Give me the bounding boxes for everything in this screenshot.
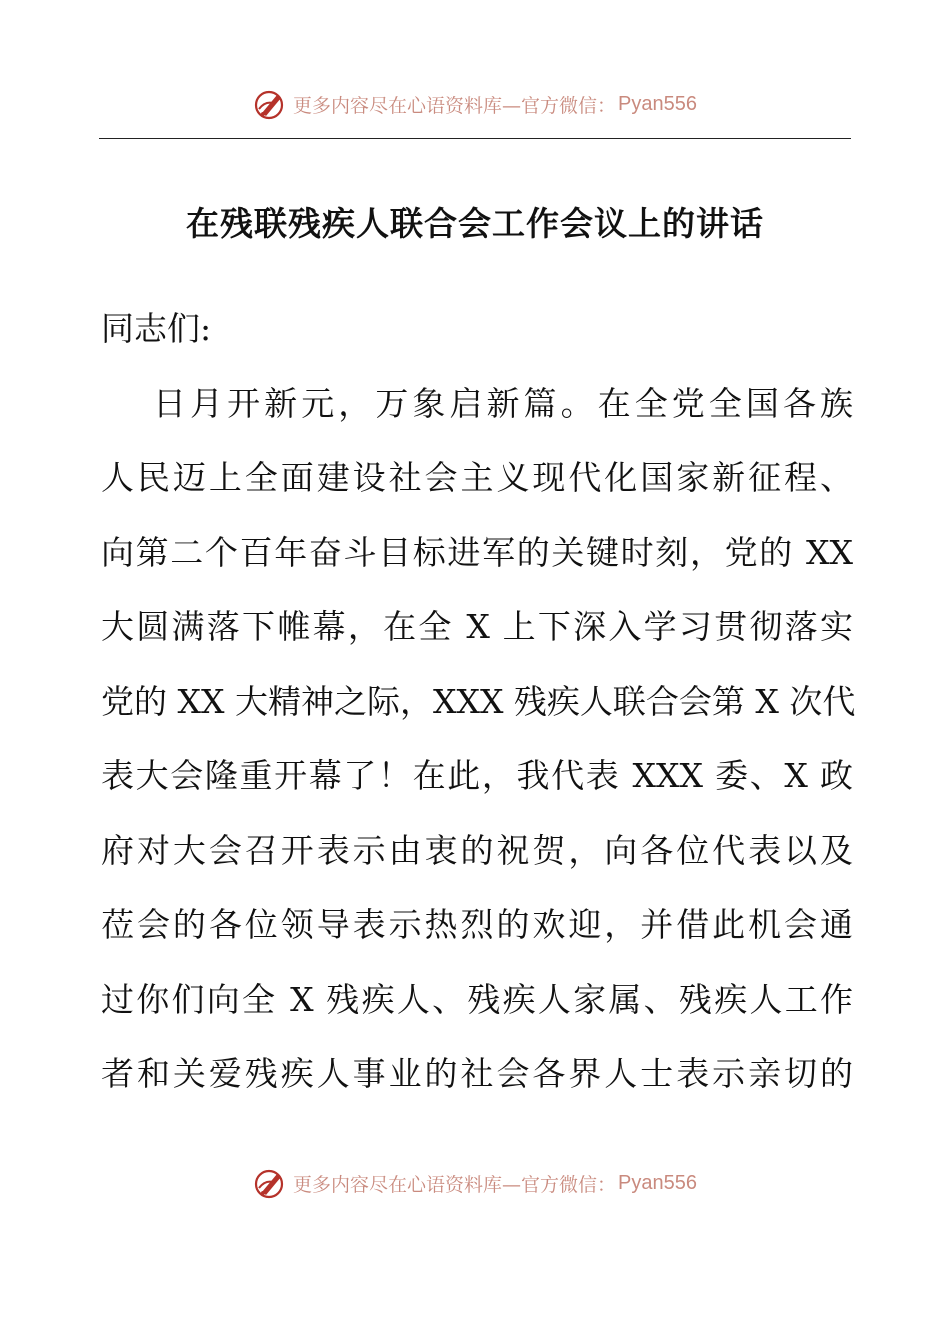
pen-logo-icon	[253, 1166, 287, 1200]
header-brand-id: Pyan556	[618, 92, 697, 115]
header-watermark	[0, 84, 950, 124]
body-line: 党的 XX 大精神之际，XXX 残疾人联合会第 X 次代	[101, 681, 856, 721]
pen-logo-icon	[253, 87, 287, 121]
body-line: 向第二个百年奋斗目标进军的关键时刻，党的 XX	[101, 532, 853, 572]
body-line: 者和关爱残疾人事业的社会各界人士表示亲切的	[101, 1054, 853, 1093]
footer-brand-text: 更多内容尽在心语资料库—官方微信：	[293, 1173, 617, 1196]
body-line: 人民迈上全面建设社会主义现代化国家新征程、	[101, 458, 853, 497]
salutation: 同志们:	[101, 309, 212, 348]
document-title: 在残联残疾人联合会工作会议上的讲话	[186, 204, 764, 243]
body-line: 表大会隆重开幕了！在此，我代表 XXX 委、X 政	[101, 756, 853, 795]
body-line: 大圆满落下帷幕，在全 X 上下深入学习贯彻落实	[101, 607, 853, 646]
header-divider	[99, 138, 851, 139]
document-body	[101, 292, 856, 1112]
header-brand-text: 更多内容尽在心语资料库—官方微信：	[293, 94, 617, 117]
footer-brand-id: Pyan556	[618, 1171, 697, 1194]
body-line: 府对大会召开表示由衷的祝贺，向各位代表以及	[101, 830, 853, 870]
body-line: 过你们向全 X 残疾人、残疾人家属、残疾人工作	[101, 979, 853, 1019]
footer-watermark	[0, 1163, 950, 1203]
body-line: 日月开新元，万象启新篇。在全党全国各族	[153, 383, 853, 423]
body-line: 莅会的各位领导表示热烈的欢迎，并借此机会通	[101, 905, 853, 944]
